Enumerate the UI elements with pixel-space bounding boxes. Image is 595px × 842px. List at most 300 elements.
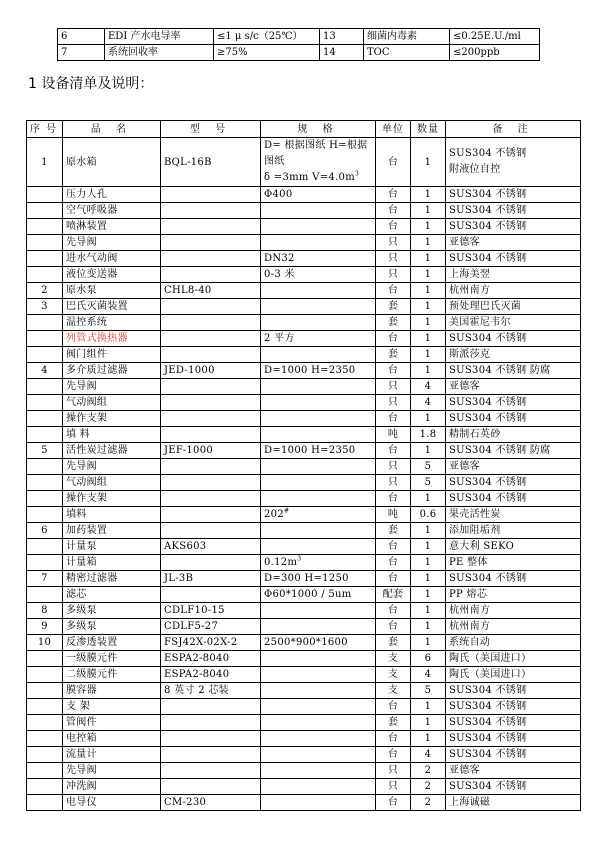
- row-unit: 套: [376, 635, 411, 651]
- row-name: 先导阀: [63, 235, 161, 251]
- table-row: [27, 459, 581, 475]
- row-model: [161, 203, 261, 219]
- row-model: [161, 763, 261, 779]
- row-model: [161, 475, 261, 491]
- row-name: 压力人孔: [63, 187, 161, 203]
- row-note: SUS304 不锈钢: [446, 779, 581, 795]
- table-row: [27, 235, 581, 251]
- row-spec: [261, 219, 376, 235]
- row-qty: 1: [411, 138, 446, 187]
- row-qty: 1: [411, 411, 446, 427]
- row-model: [161, 187, 261, 203]
- table-row: [27, 203, 581, 219]
- summary-value: ≥75%: [214, 45, 320, 61]
- row-name: 阀门组件: [63, 347, 161, 363]
- row-name: 电控箱: [63, 731, 161, 747]
- summary-value: ≤0.25E.U./ml: [450, 29, 540, 45]
- row-note: 杭州南方: [446, 283, 581, 299]
- row-name: 先导阀: [63, 459, 161, 475]
- row-name: 多级泵: [63, 619, 161, 635]
- row-qty: 5: [411, 475, 446, 491]
- row-qty: 1: [411, 603, 446, 619]
- row-spec: [261, 795, 376, 811]
- row-unit: 吨: [376, 427, 411, 443]
- row-unit: 只: [376, 395, 411, 411]
- summary-no: 13: [320, 29, 364, 45]
- row-spec: [261, 651, 376, 667]
- row-no: [27, 795, 63, 811]
- header-note: 备 注: [446, 121, 581, 138]
- row-note: SUS304 不锈钢: [446, 699, 581, 715]
- row-unit: 配套: [376, 587, 411, 603]
- summary-row: [58, 45, 540, 61]
- spec-superscript: 3: [354, 170, 360, 178]
- note-line: 附液位自控: [449, 164, 501, 175]
- row-qty: 1: [411, 587, 446, 603]
- table-row: [27, 779, 581, 795]
- row-unit: 只: [376, 459, 411, 475]
- row-note: SUS304 不锈钢: [446, 395, 581, 411]
- row-unit: 只: [376, 379, 411, 395]
- row-spec: [261, 555, 376, 571]
- row-model: [161, 779, 261, 795]
- row-name: 温控系统: [63, 315, 161, 331]
- row-spec: [261, 539, 376, 555]
- row-name: 加药装置: [63, 523, 161, 539]
- row-qty: 1: [411, 283, 446, 299]
- spec-text: Φ60*1000 / 5um: [264, 589, 352, 600]
- row-name: 二级膜元件: [63, 667, 161, 683]
- row-qty: 1.8: [411, 427, 446, 443]
- row-no: [27, 763, 63, 779]
- table-row: [27, 283, 581, 299]
- row-note: SUS304 不锈钢: [446, 491, 581, 507]
- row-spec: [261, 331, 376, 347]
- row-no: [27, 251, 63, 267]
- row-unit: 套: [376, 523, 411, 539]
- row-name: 多级泵: [63, 603, 161, 619]
- row-note: PE 整体: [446, 555, 581, 571]
- row-no: [27, 267, 63, 283]
- note-line: SUS304 不锈钢: [449, 148, 527, 159]
- table-row: [27, 747, 581, 763]
- row-unit: 台: [376, 187, 411, 203]
- table-row: [27, 138, 581, 187]
- row-note: 亚德客: [446, 379, 581, 395]
- row-model: [161, 411, 261, 427]
- row-note: 亚德客: [446, 235, 581, 251]
- row-spec: [261, 635, 376, 651]
- row-note: SUS304 不锈钢 防腐: [446, 363, 581, 379]
- header-model: 型 号: [161, 121, 261, 138]
- spec-text: 2 平方: [264, 333, 295, 344]
- row-model: JEF-1000: [161, 443, 261, 459]
- row-name: 气动阀组: [63, 475, 161, 491]
- table-row: [27, 683, 581, 699]
- row-unit: 台: [376, 795, 411, 811]
- summary-no: 14: [320, 45, 364, 61]
- row-unit: 套: [376, 299, 411, 315]
- row-qty: 1: [411, 571, 446, 587]
- row-name: 反渗透装置: [63, 635, 161, 651]
- row-qty: 4: [411, 379, 446, 395]
- row-spec: [261, 235, 376, 251]
- spec-text: Φ400: [264, 189, 293, 200]
- summary-no: 6: [58, 29, 105, 45]
- row-name: 活性炭过滤器: [63, 443, 161, 459]
- row-spec: [261, 779, 376, 795]
- row-qty: 1: [411, 731, 446, 747]
- row-unit: 台: [376, 571, 411, 587]
- row-no: [27, 491, 63, 507]
- row-qty: 1: [411, 363, 446, 379]
- row-spec: [261, 619, 376, 635]
- row-no: 6: [27, 523, 63, 539]
- row-name: 滤芯: [63, 587, 161, 603]
- row-model: [161, 299, 261, 315]
- row-qty: 1: [411, 555, 446, 571]
- row-unit: 台: [376, 411, 411, 427]
- row-model: [161, 331, 261, 347]
- row-name: 支 架: [63, 699, 161, 715]
- spec-text: 202: [264, 509, 284, 520]
- spec-text: D=1000 H=2350: [264, 445, 356, 456]
- row-spec: [261, 267, 376, 283]
- row-spec: [261, 571, 376, 587]
- row-unit: 台: [376, 747, 411, 763]
- row-qty: 1: [411, 443, 446, 459]
- row-qty: 1: [411, 491, 446, 507]
- row-no: [27, 235, 63, 251]
- row-note: SUS304 不锈钢: [446, 475, 581, 491]
- row-spec: [261, 459, 376, 475]
- row-name: 电导仪: [63, 795, 161, 811]
- spec-summary-table: [57, 28, 540, 61]
- row-qty: 5: [411, 683, 446, 699]
- row-note: 亚德客: [446, 763, 581, 779]
- row-note: SUS304 不锈钢: [446, 747, 581, 763]
- table-row: [27, 715, 581, 731]
- row-no: [27, 747, 63, 763]
- row-note: SUS304 不锈钢: [446, 683, 581, 699]
- row-note: 上海诚磁: [446, 795, 581, 811]
- row-no: 2: [27, 283, 63, 299]
- row-qty: 0.6: [411, 507, 446, 523]
- row-name: 原水箱: [63, 138, 161, 187]
- row-no: [27, 187, 63, 203]
- spec-text: 0-3 米: [264, 269, 295, 280]
- row-spec: [261, 251, 376, 267]
- table-row: [27, 251, 581, 267]
- row-note: SUS304 不锈钢 防腐: [446, 443, 581, 459]
- row-note: 果壳活性炭: [446, 507, 581, 523]
- table-row: [27, 443, 581, 459]
- row-note: SUS304 不锈钢: [446, 571, 581, 587]
- row-no: [27, 507, 63, 523]
- row-spec: [261, 763, 376, 779]
- row-qty: 2: [411, 795, 446, 811]
- row-spec: [261, 363, 376, 379]
- row-model: 8 英寸 2 芯装: [161, 683, 261, 699]
- row-note: 陶氏（美国进口）: [446, 651, 581, 667]
- row-note: 陶氏（美国进口）: [446, 667, 581, 683]
- spec-text: DN32: [264, 253, 295, 264]
- row-no: [27, 715, 63, 731]
- row-spec: [261, 747, 376, 763]
- summary-name: EDI 产水电导率: [105, 29, 214, 45]
- row-spec: [261, 715, 376, 731]
- row-model: [161, 587, 261, 603]
- row-spec: [261, 395, 376, 411]
- row-note: SUS304 不锈钢: [446, 715, 581, 731]
- table-row: [27, 587, 581, 603]
- row-note: SUS304 不锈钢: [446, 731, 581, 747]
- row-no: [27, 587, 63, 603]
- row-unit: 套: [376, 715, 411, 731]
- row-no: [27, 395, 63, 411]
- row-note: 斯派莎克: [446, 347, 581, 363]
- row-no: [27, 699, 63, 715]
- row-unit: 只: [376, 235, 411, 251]
- row-model: CDLF5-27: [161, 619, 261, 635]
- table-row: [27, 395, 581, 411]
- row-model: [161, 491, 261, 507]
- row-no: [27, 667, 63, 683]
- row-model: [161, 315, 261, 331]
- row-unit: 只: [376, 763, 411, 779]
- row-name: 一级膜元件: [63, 651, 161, 667]
- summary-name: 系统回收率: [105, 45, 214, 61]
- row-qty: 1: [411, 299, 446, 315]
- table-header-row: [27, 121, 581, 138]
- row-qty: 5: [411, 459, 446, 475]
- summary-name: 细菌内毒素: [364, 29, 450, 45]
- row-model: CM-230: [161, 795, 261, 811]
- row-no: 10: [27, 635, 63, 651]
- row-no: 1: [27, 138, 63, 187]
- row-unit: 台: [376, 283, 411, 299]
- row-no: [27, 475, 63, 491]
- row-qty: 1: [411, 203, 446, 219]
- row-spec: [261, 683, 376, 699]
- row-model: ESPA2-8040: [161, 651, 261, 667]
- row-qty: 1: [411, 539, 446, 555]
- table-row: [27, 603, 581, 619]
- row-qty: 4: [411, 747, 446, 763]
- summary-no: 7: [58, 45, 105, 61]
- row-no: [27, 555, 63, 571]
- row-qty: 1: [411, 235, 446, 251]
- row-note: SUS304 不锈钢: [446, 203, 581, 219]
- row-spec: [261, 138, 376, 187]
- row-model: CHL8-40: [161, 283, 261, 299]
- table-row: [27, 491, 581, 507]
- row-note: 预处理巴氏灭菌: [446, 299, 581, 315]
- row-unit: 支: [376, 667, 411, 683]
- table-row: [27, 427, 581, 443]
- row-model: [161, 555, 261, 571]
- table-row: [27, 219, 581, 235]
- row-spec: [261, 283, 376, 299]
- row-spec: [261, 411, 376, 427]
- row-no: 5: [27, 443, 63, 459]
- table-row: [27, 635, 581, 651]
- header-no: 序号: [27, 121, 63, 138]
- spec-superscript: 3: [297, 555, 302, 563]
- row-spec: [261, 427, 376, 443]
- row-note: 添加阻垢剂: [446, 523, 581, 539]
- table-row: [27, 347, 581, 363]
- row-name: 操作支架: [63, 411, 161, 427]
- row-note: 上海美翌: [446, 267, 581, 283]
- row-no: [27, 683, 63, 699]
- header-spec: 规 格: [261, 121, 376, 138]
- row-unit: 台: [376, 603, 411, 619]
- row-no: [27, 347, 63, 363]
- row-unit: 只: [376, 267, 411, 283]
- row-spec: [261, 667, 376, 683]
- row-no: [27, 379, 63, 395]
- row-spec: [261, 379, 376, 395]
- row-unit: 台: [376, 363, 411, 379]
- row-model: CDLF10-15: [161, 603, 261, 619]
- row-name: 空气呼吸器: [63, 203, 161, 219]
- table-row: [27, 795, 581, 811]
- row-qty: 1: [411, 715, 446, 731]
- section-heading: 1 设备清单及说明：: [28, 76, 154, 92]
- equipment-list-table: [26, 120, 581, 811]
- row-unit: 台: [376, 443, 411, 459]
- row-qty: 1: [411, 635, 446, 651]
- row-name: 膜容器: [63, 683, 161, 699]
- table-row: [27, 363, 581, 379]
- row-model: [161, 507, 261, 523]
- row-no: [27, 427, 63, 443]
- table-row: [27, 699, 581, 715]
- row-name: 填料: [63, 507, 161, 523]
- row-spec: [261, 587, 376, 603]
- row-unit: 支: [376, 683, 411, 699]
- row-no: 9: [27, 619, 63, 635]
- row-spec: [261, 507, 376, 523]
- row-model: [161, 347, 261, 363]
- row-note: PP 熔芯: [446, 587, 581, 603]
- row-note: SUS304 不锈钢: [446, 219, 581, 235]
- row-note: [446, 138, 581, 187]
- row-note: 系统自动: [446, 635, 581, 651]
- row-unit: 台: [376, 219, 411, 235]
- row-note: SUS304 不锈钢: [446, 331, 581, 347]
- row-unit: 台: [376, 619, 411, 635]
- row-model: [161, 699, 261, 715]
- row-note: SUS304 不锈钢: [446, 187, 581, 203]
- row-spec: [261, 299, 376, 315]
- row-spec: [261, 699, 376, 715]
- row-no: [27, 459, 63, 475]
- row-no: [27, 315, 63, 331]
- row-name: 原水泵: [63, 283, 161, 299]
- row-no: [27, 331, 63, 347]
- row-no: [27, 203, 63, 219]
- row-name: 先导阀: [63, 763, 161, 779]
- row-no: 7: [27, 571, 63, 587]
- row-unit: 台: [376, 138, 411, 187]
- row-unit: 套: [376, 315, 411, 331]
- row-qty: 1: [411, 523, 446, 539]
- row-model: [161, 235, 261, 251]
- header-unit: 单位: [376, 121, 411, 138]
- row-no: 3: [27, 299, 63, 315]
- row-note: SUS304 不锈钢: [446, 411, 581, 427]
- spec-line: D= 根据图纸 H=根据图纸: [264, 140, 368, 167]
- spec-text: D=300 H=1250: [264, 573, 349, 584]
- row-unit: 支: [376, 651, 411, 667]
- row-no: [27, 731, 63, 747]
- row-qty: 1: [411, 219, 446, 235]
- row-spec: [261, 731, 376, 747]
- row-name: 精密过滤器: [63, 571, 161, 587]
- row-qty: 1: [411, 619, 446, 635]
- table-row: [27, 539, 581, 555]
- row-qty: 1: [411, 347, 446, 363]
- row-qty: 1: [411, 267, 446, 283]
- table-row: [27, 555, 581, 571]
- summary-value: ≤1 μ s/c（25℃）: [214, 29, 320, 45]
- table-row: [27, 379, 581, 395]
- spec-superscript: #: [284, 507, 290, 515]
- table-row: [27, 763, 581, 779]
- row-qty: 4: [411, 395, 446, 411]
- table-row: [27, 331, 581, 347]
- row-name: 冲洗阀: [63, 779, 161, 795]
- row-unit: 台: [376, 331, 411, 347]
- row-model: [161, 731, 261, 747]
- row-no: [27, 779, 63, 795]
- row-no: [27, 219, 63, 235]
- spec-text: D=1000 H=2350: [264, 365, 356, 376]
- row-name: 进水气动阀: [63, 251, 161, 267]
- row-spec: [261, 315, 376, 331]
- row-name: 计量箱: [63, 555, 161, 571]
- row-no: 4: [27, 363, 63, 379]
- row-unit: 套: [376, 347, 411, 363]
- row-name: 填 料: [63, 427, 161, 443]
- row-model: BQL-16B: [161, 138, 261, 187]
- row-spec: [261, 203, 376, 219]
- row-model: JL-3B: [161, 571, 261, 587]
- row-unit: 台: [376, 203, 411, 219]
- table-row: [27, 731, 581, 747]
- row-model: [161, 251, 261, 267]
- row-note: 精制石英砂: [446, 427, 581, 443]
- row-model: [161, 715, 261, 731]
- row-note: 意大利 SEKO: [446, 539, 581, 555]
- row-note: 亚德客: [446, 459, 581, 475]
- row-name: 管阀件: [63, 715, 161, 731]
- summary-value: ≤200ppb: [450, 45, 540, 61]
- row-model: FSJ42X-02X-2: [161, 635, 261, 651]
- row-model: [161, 747, 261, 763]
- row-model: JED-1000: [161, 363, 261, 379]
- row-model: [161, 379, 261, 395]
- row-name: 先导阀: [63, 379, 161, 395]
- header-name: 品 名: [63, 121, 161, 138]
- summary-name: TOC: [364, 45, 450, 61]
- row-no: [27, 651, 63, 667]
- row-no: [27, 411, 63, 427]
- row-name: 巴氏灭菌装置: [63, 299, 161, 315]
- row-unit: 台: [376, 555, 411, 571]
